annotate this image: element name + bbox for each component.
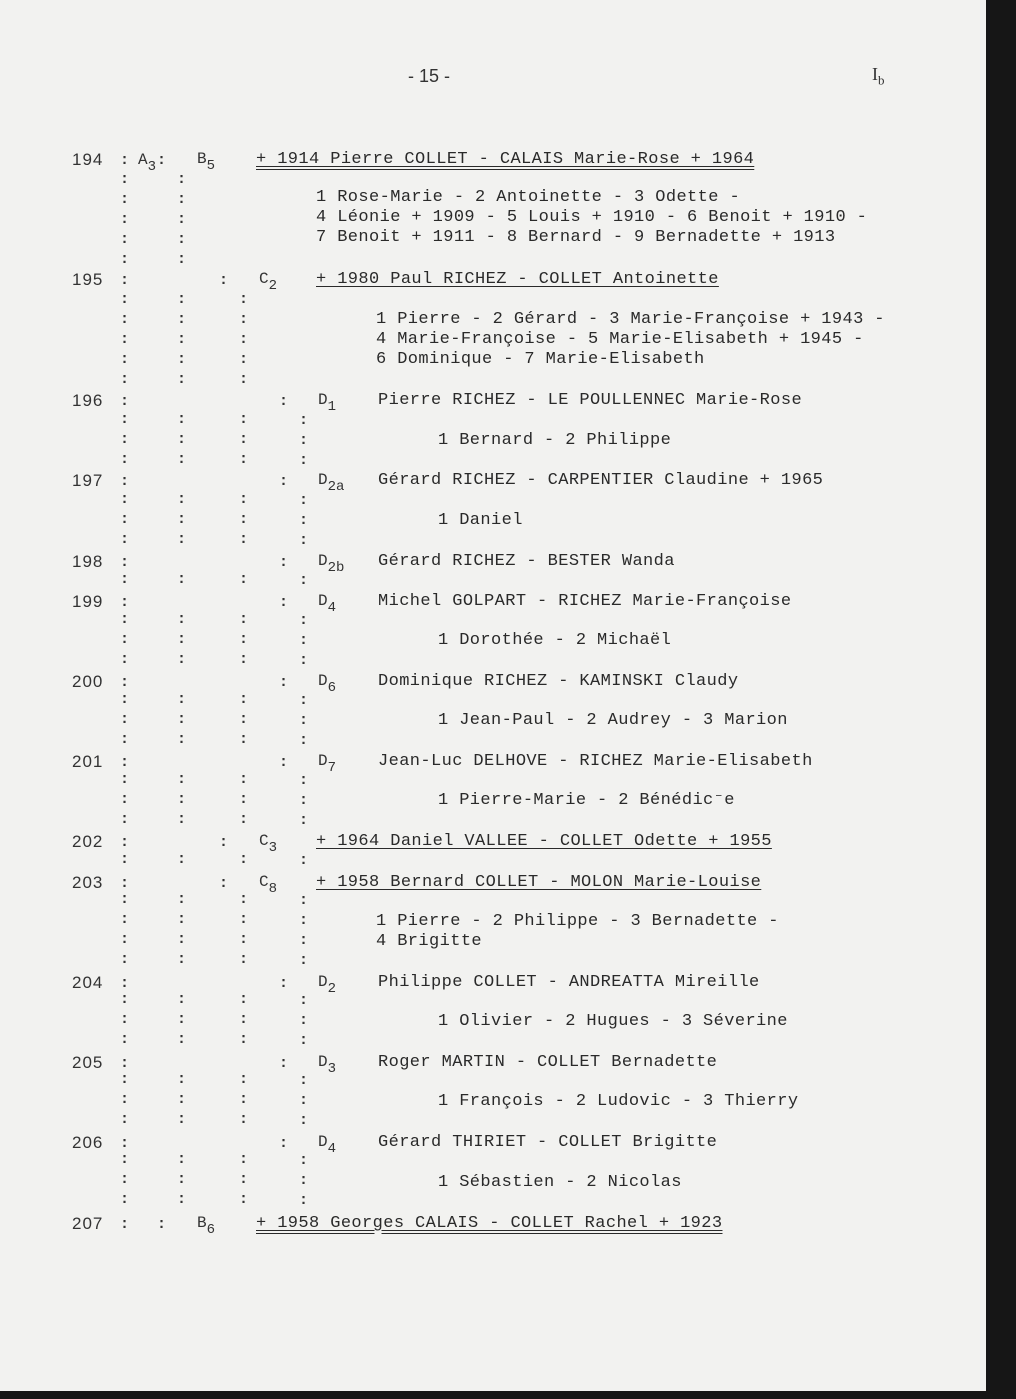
colon-mark: : [239,1111,249,1128]
colon-mark: : [299,1092,309,1109]
colon-mark: : [177,931,187,948]
generation-code: $D_6$ [318,672,337,696]
colon-mark: : [299,792,309,809]
colon-mark: : [177,851,187,868]
children-line: 1 Pierre - 2 Philippe - 3 Bernadette - [376,912,779,931]
colon-mark: : [177,571,187,588]
couple-title: + 1964 Daniel VALLEE - COLLET Odette + 1955 [316,832,772,851]
colon: : [279,674,289,691]
children-line: 1 Jean-Paul - 2 Audrey - 3 Marion [438,711,788,730]
colon: : [120,975,130,992]
generation-code: $C_8$ [259,873,278,897]
parent-code: $A_3$ [138,151,157,175]
colon-mark: : [177,1071,187,1088]
colon-mark: : [299,892,309,909]
couple-title: Gérard RICHEZ - CARPENTIER Claudine + 1965 [378,471,824,490]
colon-mark: : [177,1111,187,1128]
colon: : [120,1216,130,1233]
colon: : [120,1055,130,1072]
children-line: 4 Léonie + 1909 - 5 Louis + 1910 - 6 Benoit + 1910 - [316,208,868,227]
section-mark: $I_b$ [872,64,885,88]
entry-number: 194 [72,150,104,169]
children-line: 1 Dorothée - 2 Michaël [438,631,672,650]
colon-mark: : [120,691,130,708]
colon-mark: : [299,1192,309,1209]
colon-mark: : [177,431,187,448]
couple-title: Dominique RICHEZ - KAMINSKI Claudy [378,672,739,691]
colon-mark: : [120,411,130,428]
colon-mark: : [177,791,187,808]
colon-mark: : [120,631,130,648]
generation-code: $D_4$ [318,592,337,616]
colon-mark: : [120,851,130,868]
couple-title: Philippe COLLET - ANDREATTA Mireille [378,973,760,992]
colon-mark: : [177,631,187,648]
colon-mark: : [299,492,309,509]
children-line: 1 Pierre - 2 Gérard - 3 Marie-Françoise + 1943 - [376,310,885,329]
colon-mark: : [177,411,187,428]
colon-mark: : [120,931,130,948]
colon-mark: : [177,1031,187,1048]
colon-mark: : [299,1152,309,1169]
colon-mark: : [177,1091,187,1108]
colon-mark: : [299,692,309,709]
colon-mark: : [299,932,309,949]
colon-mark: : [239,711,249,728]
couple-title: + 1958 Bernard COLLET - MOLON Marie-Louise [316,873,762,892]
colon-mark: : [120,531,130,548]
generation-code: $D_4$ [318,1133,337,1157]
colon-mark: : [299,632,309,649]
colon-mark: : [299,1012,309,1029]
colon-mark: : [299,992,309,1009]
colon-mark: : [299,1032,309,1049]
colon-mark: : [120,1031,130,1048]
colon: : [120,754,130,771]
colon-mark: : [177,331,187,348]
entry-number: 201 [72,752,104,771]
colon-mark: : [177,351,187,368]
scan-edge-bottom [0,1391,1016,1399]
colon: : [120,393,130,410]
colon-mark: : [177,291,187,308]
colon-mark: : [299,532,309,549]
entry-number: 207 [72,1214,104,1233]
colon: : [279,473,289,490]
colon-mark: : [299,1072,309,1089]
colon-mark: : [120,171,130,188]
colon-mark: : [239,411,249,428]
colon-mark: : [177,491,187,508]
colon-mark: : [239,451,249,468]
colon-mark: : [239,291,249,308]
colon-mark: : [299,912,309,929]
colon-mark: : [120,1111,130,1128]
colon-mark: : [239,511,249,528]
colon-mark: : [239,491,249,508]
colon-mark: : [239,791,249,808]
colon-mark: : [177,1011,187,1028]
colon: : [157,1216,167,1233]
entry-number: 196 [72,391,104,410]
colon-mark: : [299,772,309,789]
colon: : [120,594,130,611]
colon: : [279,393,289,410]
colon: : [219,834,229,851]
colon-mark: : [120,771,130,788]
colon-mark: : [177,531,187,548]
colon-mark: : [299,612,309,629]
colon-mark: : [299,572,309,589]
colon: : [120,1135,130,1152]
colon-mark: : [239,691,249,708]
colon-mark: : [177,911,187,928]
colon-mark: : [239,531,249,548]
colon-mark: : [239,311,249,328]
colon-mark: : [120,491,130,508]
colon-mark: : [177,891,187,908]
colon-mark: : [120,791,130,808]
colon: : [120,473,130,490]
children-line: 4 Brigitte [376,932,483,951]
colon-mark: : [239,1151,249,1168]
colon: : [279,1135,289,1152]
colon-mark: : [120,251,130,268]
colon-mark: : [177,511,187,528]
entry-number: 205 [72,1053,104,1072]
children-line: 4 Marie-Françoise - 5 Marie-Elisabeth + 1945 - [376,330,864,349]
children-line: 1 Rose-Marie - 2 Antoinette - 3 Odette - [316,188,741,207]
generation-code: $D_3$ [318,1053,337,1077]
generation-code: $C_3$ [259,832,278,856]
colon-mark: : [239,731,249,748]
couple-title: + 1980 Paul RICHEZ - COLLET Antoinette [316,270,719,289]
children-line: 7 Benoit + 1911 - 8 Bernard - 9 Bernadette + 1913 [316,228,836,247]
colon-mark: : [239,571,249,588]
colon-mark: : [177,731,187,748]
colon-mark: : [239,1191,249,1208]
colon-mark: : [239,891,249,908]
colon-mark: : [239,1031,249,1048]
colon-mark: : [239,1091,249,1108]
colon-mark: : [299,512,309,529]
colon-mark: : [299,852,309,869]
colon-mark: : [177,451,187,468]
entry-number: 202 [72,832,104,851]
generation-code: $D_{2a}$ [318,471,345,495]
generation-code: $B_5$ [197,150,216,174]
colon-mark: : [177,171,187,188]
couple-title: Gérard RICHEZ - BESTER Wanda [378,552,675,571]
colon-mark: : [239,851,249,868]
colon-mark: : [299,452,309,469]
colon: : [219,272,229,289]
children-line: 6 Dominique - 7 Marie-Elisabeth [376,350,705,369]
generation-code: $D_2$ [318,973,337,997]
scan-edge-right [986,0,1016,1399]
colon: : [279,594,289,611]
children-line: 1 François - 2 Ludovic - 3 Thierry [438,1092,799,1111]
colon-mark: : [120,351,130,368]
colon-mark: : [120,431,130,448]
colon-mark: : [120,1171,130,1188]
generation-code: $D_7$ [318,752,337,776]
colon-mark: : [120,211,130,228]
generation-code: $B_6$ [197,1214,216,1238]
children-line: 1 Bernard - 2 Philippe [438,431,672,450]
colon-mark: : [239,1171,249,1188]
entry-number: 200 [72,672,104,691]
colon-mark: : [177,191,187,208]
colon-mark: : [120,371,130,388]
couple-title: Gérard THIRIET - COLLET Brigitte [378,1133,718,1152]
colon-mark: : [177,1151,187,1168]
colon-mark: : [177,651,187,668]
couple-title: Jean-Luc DELHOVE - RICHEZ Marie-Elisabeth [378,752,813,771]
colon-mark: : [120,951,130,968]
colon-mark: : [120,451,130,468]
colon-mark: : [239,991,249,1008]
colon: : [279,754,289,771]
colon-mark: : [120,891,130,908]
colon-mark: : [177,211,187,228]
children-line: 1 Sébastien - 2 Nicolas [438,1173,682,1192]
entry-number: 204 [72,973,104,992]
children-line: 1 Olivier - 2 Hugues - 3 Séverine [438,1012,788,1031]
colon-mark: : [299,1112,309,1129]
colon-mark: : [299,732,309,749]
colon-mark: : [239,931,249,948]
colon-mark: : [239,371,249,388]
colon-mark: : [177,371,187,388]
colon: : [120,834,130,851]
colon: : [279,554,289,571]
colon-mark: : [177,1171,187,1188]
colon-mark: : [177,311,187,328]
couple-title: Roger MARTIN - COLLET Bernadette [378,1053,718,1072]
colon-mark: : [120,991,130,1008]
colon-mark: : [177,1191,187,1208]
colon-mark: : [120,511,130,528]
colon-mark: : [177,951,187,968]
colon-mark: : [177,691,187,708]
children-line: 1 Pierre-Marie - 2 Bénédic⁻e [438,791,735,810]
colon-mark: : [120,331,130,348]
couple-title: Michel GOLPART - RICHEZ Marie-Françoise [378,592,792,611]
generation-code: $C_2$ [259,270,278,294]
colon: : [120,875,130,892]
colon: : [219,875,229,892]
colon-mark: : [299,432,309,449]
colon-mark: : [239,1071,249,1088]
colon-mark: : [120,1011,130,1028]
colon-mark: : [239,951,249,968]
colon-mark: : [239,611,249,628]
page-number: - 15 - [408,66,451,86]
colon-mark: : [299,812,309,829]
colon-mark: : [239,771,249,788]
colon-mark: : [177,611,187,628]
colon-mark: : [239,811,249,828]
colon-mark: : [120,651,130,668]
colon-mark: : [177,231,187,248]
colon-mark: : [239,431,249,448]
colon-mark: : [299,712,309,729]
couple-title: Pierre RICHEZ - LE POULLENNEC Marie-Rose [378,391,803,410]
colon-mark: : [120,731,130,748]
colon: : [120,674,130,691]
colon-mark: : [299,412,309,429]
colon-mark: : [299,1172,309,1189]
colon-mark: : [239,651,249,668]
generation-code: $D_1$ [318,391,337,415]
colon-mark: : [177,991,187,1008]
colon: : [120,554,130,571]
colon-mark: : [120,311,130,328]
colon-mark: : [299,652,309,669]
colon: : [120,152,130,169]
colon-mark: : [177,771,187,788]
entry-number: 199 [72,592,104,611]
colon-mark: : [177,811,187,828]
colon-mark: : [239,351,249,368]
entry-number: 206 [72,1133,104,1152]
colon-mark: : [120,1151,130,1168]
colon-mark: : [177,251,187,268]
colon-mark: : [120,911,130,928]
colon-mark: : [120,811,130,828]
couple-title: + 1914 Pierre COLLET - CALAIS Marie-Rose + 1964 [256,150,755,169]
couple-title: + 1958 Georges CALAIS - COLLET Rachel + 1923 [256,1214,723,1233]
colon-mark: : [120,571,130,588]
colon: : [279,975,289,992]
colon-mark: : [120,191,130,208]
children-line: 1 Daniel [438,511,523,530]
colon-mark: : [120,1071,130,1088]
colon-mark: : [120,291,130,308]
colon-mark: : [120,1091,130,1108]
colon-mark: : [239,1011,249,1028]
entry-number: 203 [72,873,104,892]
generation-code: $D_{2b}$ [318,552,345,576]
entry-number: 198 [72,552,104,571]
colon-mark: : [120,1191,130,1208]
colon-mark: : [177,711,187,728]
colon-mark: : [239,911,249,928]
colon: : [157,152,167,169]
colon-mark: : [120,711,130,728]
colon-mark: : [299,952,309,969]
colon-mark: : [120,231,130,248]
colon-mark: : [239,331,249,348]
entry-number: 195 [72,270,104,289]
colon-mark: : [239,631,249,648]
colon: : [279,1055,289,1072]
colon-mark: : [120,611,130,628]
colon: : [120,272,130,289]
entry-number: 197 [72,471,104,490]
